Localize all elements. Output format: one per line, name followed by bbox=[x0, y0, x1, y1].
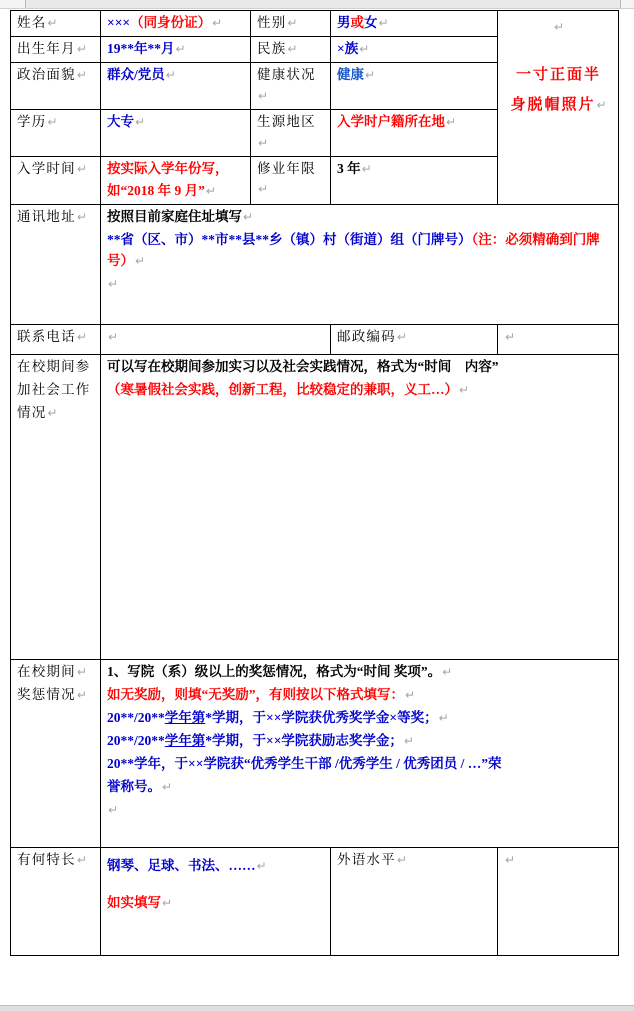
awards-line3-underlined: 学年第 bbox=[164, 710, 206, 726]
awards-label-line1-wrap bbox=[17, 662, 95, 683]
photo-instruction-line1: 一寸正面半 bbox=[515, 66, 601, 83]
cell-postcode-label bbox=[331, 325, 498, 355]
pilcrow-icon: ↵ bbox=[596, 97, 607, 112]
pilcrow-icon: ↵ bbox=[243, 210, 254, 225]
pilcrow-icon: ↵ bbox=[76, 330, 87, 345]
nation-label: 民族 bbox=[257, 40, 287, 56]
cell-nation-label bbox=[251, 36, 331, 62]
cell-address-label bbox=[11, 205, 101, 325]
awards-label-line2: 奖惩情况 bbox=[17, 687, 76, 703]
window-top-scroll-strip[interactable] bbox=[0, 0, 634, 9]
awards-line4-underlined: 学年第 bbox=[164, 733, 206, 749]
address-line1-wrap bbox=[107, 207, 613, 228]
pilcrow-icon: ↵ bbox=[361, 161, 372, 176]
address-note: （注：必须精确到门牌号） bbox=[107, 232, 600, 269]
student-registration-table bbox=[10, 10, 619, 956]
nation-value: ×族 bbox=[337, 40, 359, 56]
pilcrow-icon: ↵ bbox=[258, 135, 269, 150]
cell-political-label bbox=[11, 62, 101, 109]
cell-photo[interactable] bbox=[498, 11, 619, 205]
pilcrow-icon: ↵ bbox=[135, 254, 146, 269]
education-value: 大专 bbox=[107, 113, 134, 129]
name-value-note: （同身份证） bbox=[130, 15, 212, 30]
awards-line4-wrap bbox=[107, 731, 613, 752]
pilcrow-icon: ↵ bbox=[76, 688, 87, 703]
sex-label: 性别 bbox=[257, 15, 287, 30]
cell-name-value[interactable] bbox=[101, 11, 251, 37]
pilcrow-icon: ↵ bbox=[553, 20, 565, 34]
pilcrow-icon: ↵ bbox=[76, 41, 87, 56]
pilcrow-icon: ↵ bbox=[365, 67, 376, 82]
awards-line4-suffix: *学期，于××学院获励志奖学金； bbox=[205, 733, 403, 749]
birth-value: 19**年**月 bbox=[107, 40, 175, 56]
pilcrow-icon: ↵ bbox=[378, 16, 389, 30]
phone-label: 联系电话 bbox=[17, 329, 76, 345]
pilcrow-icon: ↵ bbox=[165, 67, 176, 82]
cell-enrollment-label bbox=[11, 156, 101, 205]
enrollment-value-line2-wrap bbox=[107, 181, 245, 202]
name-value-blue: ××× bbox=[107, 15, 131, 30]
pilcrow-icon: ↵ bbox=[459, 383, 470, 398]
pilcrow-icon: ↵ bbox=[76, 665, 87, 680]
social-work-label-line3-wrap bbox=[17, 403, 95, 424]
cell-origin-label bbox=[251, 109, 331, 156]
pilcrow-icon: ↵ bbox=[287, 16, 298, 30]
awards-line4-prefix: 20**/20** bbox=[107, 733, 165, 749]
cell-health-value[interactable] bbox=[331, 62, 498, 109]
duration-value: 3 年 bbox=[337, 160, 361, 176]
pilcrow-icon: ↵ bbox=[258, 88, 269, 103]
table-row-phone bbox=[11, 325, 619, 355]
cell-sex-label bbox=[251, 11, 331, 37]
awards-empty-line bbox=[107, 800, 613, 821]
pilcrow-icon: ↵ bbox=[162, 779, 173, 794]
name-label: 姓名 bbox=[17, 15, 47, 30]
photo-top-pilcrow-line bbox=[504, 13, 613, 38]
pilcrow-icon: ↵ bbox=[76, 67, 87, 82]
cell-phone-value[interactable] bbox=[101, 325, 331, 355]
pilcrow-icon: ↵ bbox=[287, 41, 298, 56]
social-work-line2-wrap bbox=[107, 380, 613, 401]
social-work-label-line2: 加社会工作 bbox=[17, 382, 91, 398]
awards-line2-wrap bbox=[107, 685, 613, 706]
social-work-line2: （寒暑假社会实践，创新工程，比较稳定的兼职，义工…） bbox=[107, 382, 458, 398]
ruler-left-nub bbox=[0, 0, 26, 8]
pilcrow-icon: ↵ bbox=[162, 896, 173, 911]
awards-line1-wrap bbox=[107, 662, 613, 683]
table-row-social-work bbox=[11, 355, 619, 660]
pilcrow-icon: ↵ bbox=[359, 41, 370, 56]
awards-line1: 1、写院（系）级以上的奖惩情况，格式为“时间 奖项”。 bbox=[107, 664, 442, 680]
pilcrow-icon: ↵ bbox=[505, 853, 516, 868]
social-work-line1-wrap bbox=[107, 357, 613, 378]
photo-instruction-line2-wrap bbox=[504, 90, 613, 120]
cell-name-label bbox=[11, 11, 101, 37]
pilcrow-icon: ↵ bbox=[76, 210, 87, 225]
sex-value-male: 男 bbox=[337, 15, 351, 30]
pilcrow-icon: ↵ bbox=[205, 184, 216, 199]
cell-specialty-label bbox=[11, 848, 101, 956]
cell-postcode-value[interactable] bbox=[498, 325, 619, 355]
specialty-value-line2: 如实填写 bbox=[107, 895, 161, 911]
pilcrow-icon: ↵ bbox=[47, 406, 58, 421]
pilcrow-icon: ↵ bbox=[47, 114, 58, 129]
cell-political-value[interactable] bbox=[101, 62, 251, 109]
cell-duration-value[interactable] bbox=[331, 156, 498, 205]
political-label: 政治面貌 bbox=[17, 66, 76, 82]
pilcrow-icon: ↵ bbox=[108, 802, 119, 817]
political-value: 群众/党员 bbox=[107, 66, 165, 82]
pilcrow-icon: ↵ bbox=[212, 16, 223, 30]
specialty-label: 有何特长 bbox=[17, 852, 76, 868]
sex-value-or: 或 bbox=[350, 15, 364, 30]
cell-nation-value[interactable] bbox=[331, 36, 498, 62]
table-row-awards bbox=[11, 660, 619, 848]
sex-value-female: 女 bbox=[364, 15, 378, 30]
ruler-right-nub bbox=[620, 0, 634, 8]
pilcrow-icon: ↵ bbox=[256, 859, 267, 874]
origin-label: 生源地区 bbox=[257, 113, 316, 129]
pilcrow-icon: ↵ bbox=[108, 330, 119, 345]
table-row-name bbox=[11, 11, 619, 37]
cell-sex-value[interactable] bbox=[331, 11, 498, 37]
cell-birth-value[interactable] bbox=[101, 36, 251, 62]
awards-line3-suffix: *学期，于××学院获优秀奖学金×等奖； bbox=[205, 710, 438, 726]
specialty-value-line1: 钢琴、足球、书法、…… bbox=[107, 858, 256, 874]
cell-foreign-label bbox=[331, 848, 498, 956]
cell-phone-label bbox=[11, 325, 101, 355]
specialty-line1-wrap bbox=[107, 856, 325, 877]
social-work-label-line3: 情况 bbox=[17, 405, 47, 421]
cell-address-value[interactable] bbox=[101, 205, 619, 325]
pilcrow-icon: ↵ bbox=[76, 853, 87, 868]
window-bottom-scroll-strip[interactable] bbox=[0, 1005, 634, 1011]
pilcrow-icon: ↵ bbox=[403, 734, 414, 749]
origin-value: 入学时户籍所在地 bbox=[337, 113, 445, 129]
enrollment-value-line1: 按实际入学年份写， bbox=[107, 160, 229, 176]
foreign-language-label: 外语水平 bbox=[337, 852, 396, 868]
pilcrow-icon: ↵ bbox=[108, 277, 119, 292]
social-work-line1: 可以写在校期间参加实习以及社会实践情况，格式为“时间 内容” bbox=[107, 359, 499, 375]
pilcrow-icon: ↵ bbox=[442, 665, 453, 680]
enrollment-label: 入学时间 bbox=[17, 160, 76, 176]
cell-health-label bbox=[251, 62, 331, 109]
health-label: 健康状况 bbox=[257, 66, 316, 82]
health-value: 健康 bbox=[337, 66, 364, 82]
awards-label-line1: 在校期间 bbox=[17, 664, 76, 680]
address-line1: 按照目前家庭住址填写 bbox=[107, 209, 242, 225]
awards-line3-prefix: 20**/20** bbox=[107, 710, 165, 726]
photo-instruction-line2: 身脱帽照片 bbox=[510, 96, 596, 113]
social-work-label-line1: 在校期间参 bbox=[17, 359, 91, 375]
form-document bbox=[10, 10, 618, 956]
duration-label: 修业年限 bbox=[257, 160, 316, 176]
pilcrow-icon: ↵ bbox=[446, 114, 457, 129]
awards-line6-wrap bbox=[107, 777, 613, 798]
pilcrow-icon: ↵ bbox=[258, 182, 269, 197]
address-label: 通讯地址 bbox=[17, 209, 76, 225]
awards-line5-prefix: 20**学年，于××学院获 bbox=[107, 756, 244, 772]
awards-label-line2-wrap bbox=[17, 685, 95, 706]
cell-awards-value[interactable] bbox=[101, 660, 619, 848]
birth-label: 出生年月 bbox=[17, 40, 76, 56]
pilcrow-icon: ↵ bbox=[405, 688, 416, 703]
cell-social-work-label bbox=[11, 355, 101, 660]
specialty-line2-wrap bbox=[107, 893, 325, 914]
awards-line2: 如无奖励，则填“无奖励”，有则按以下格式填写： bbox=[107, 687, 404, 703]
photo-instruction bbox=[504, 60, 613, 120]
enrollment-value-line2: 如“2018 年 9 月” bbox=[107, 183, 205, 199]
cell-birth-label bbox=[11, 36, 101, 62]
cell-origin-value[interactable] bbox=[331, 109, 498, 156]
pilcrow-icon: ↵ bbox=[438, 711, 449, 726]
awards-line3-wrap bbox=[107, 708, 613, 729]
cell-social-work-value[interactable] bbox=[101, 355, 619, 660]
pilcrow-icon: ↵ bbox=[76, 161, 87, 176]
pilcrow-icon: ↵ bbox=[175, 41, 186, 56]
awards-line5-titles: “优秀学生干部 /优秀学生 / 优秀团员 / …”荣 bbox=[243, 756, 502, 772]
pilcrow-icon: ↵ bbox=[396, 330, 407, 345]
cell-enrollment-value[interactable] bbox=[101, 156, 251, 205]
pilcrow-icon: ↵ bbox=[47, 16, 58, 30]
postcode-label: 邮政编码 bbox=[337, 329, 396, 345]
cell-duration-label bbox=[251, 156, 331, 205]
education-label: 学历 bbox=[17, 113, 47, 129]
cell-education-value[interactable] bbox=[101, 109, 251, 156]
pilcrow-icon: ↵ bbox=[505, 330, 516, 345]
table-row-specialty bbox=[11, 848, 619, 956]
cell-awards-label bbox=[11, 660, 101, 848]
cell-foreign-value[interactable] bbox=[498, 848, 619, 956]
table-row-address bbox=[11, 205, 619, 325]
address-empty-line bbox=[107, 274, 613, 295]
address-template: **省（区、市）**市**县**乡（镇）村（街道）组（门牌号） bbox=[107, 232, 472, 248]
cell-education-label bbox=[11, 109, 101, 156]
awards-line5-tail: 誉称号。 bbox=[107, 778, 161, 794]
cell-specialty-value[interactable] bbox=[101, 848, 331, 956]
awards-line5-wrap bbox=[107, 754, 613, 775]
address-line2-wrap bbox=[107, 230, 613, 272]
pilcrow-icon: ↵ bbox=[135, 114, 146, 129]
pilcrow-icon: ↵ bbox=[396, 853, 407, 868]
